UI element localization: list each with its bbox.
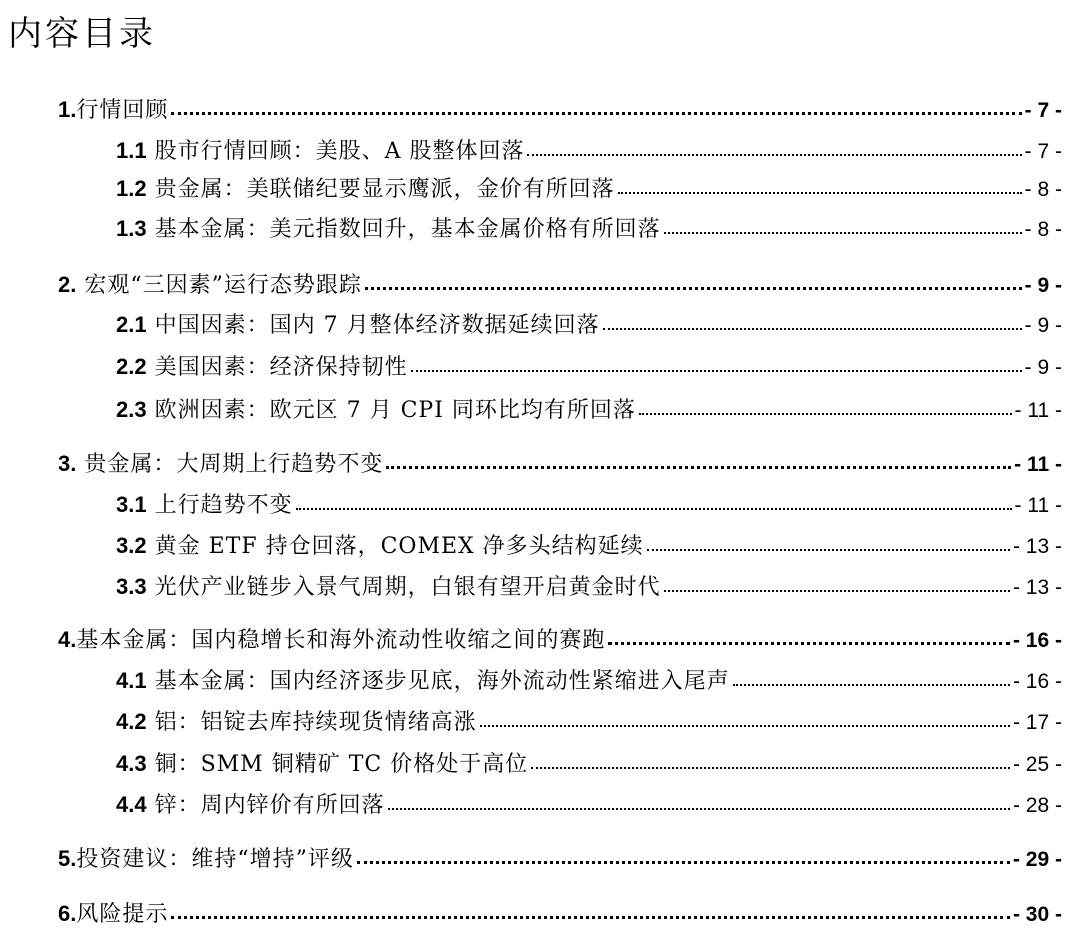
toc-entry-number: 1.1 — [116, 138, 147, 163]
dot-leader — [639, 413, 1012, 415]
toc-page-number: - 16 - — [1012, 629, 1062, 652]
dot-leader — [296, 508, 1012, 510]
toc-entry-label — [58, 897, 168, 932]
toc-page-number: - 8 - — [1024, 218, 1062, 241]
toc-entry-text: 宏观“三因素”运行态势跟踪 — [76, 273, 362, 298]
toc-page-number: - 13 - — [1012, 576, 1062, 599]
toc-entry-label — [58, 93, 168, 128]
toc-entry-text: 基本金属：美元指数回升，基本金属价格有所回落 — [146, 217, 661, 242]
toc-entry-number: 2.1 — [116, 312, 147, 337]
toc-entry-text: 中国因素：国内 7 月整体经济数据延续回落 — [146, 313, 600, 338]
toc-page-number: - 16 - — [1012, 670, 1062, 693]
toc-entry-1-1[interactable] — [116, 134, 1062, 168]
toc-entry-label — [116, 488, 293, 523]
toc-entry-number: 4.3 — [116, 751, 147, 776]
toc-page-number: - 13 - — [1012, 535, 1062, 558]
toc-entry-number: 4.1 — [116, 668, 147, 693]
toc-entry-label — [116, 788, 385, 823]
toc-entry-2-1[interactable] — [116, 308, 1062, 342]
toc-entry-1-2[interactable] — [116, 172, 1062, 206]
toc-entry-text: 股市行情回顾：美股、A 股整体回落 — [146, 139, 525, 164]
toc-page-number: - 8 - — [1024, 178, 1062, 201]
dot-leader — [388, 808, 1010, 810]
toc-entry-label — [116, 393, 636, 428]
toc-page-number: - 28 - — [1012, 794, 1062, 817]
toc-entry-3-3[interactable] — [116, 570, 1062, 604]
toc-entry-number: 3.3 — [116, 574, 147, 599]
toc-entry-label — [116, 529, 644, 564]
toc-entry-number: 5. — [58, 846, 77, 871]
toc-entry-text: 基本金属：国内稳增长和海外流动性收缩之间的赛跑 — [76, 628, 606, 653]
toc-page-number: - 7 - — [1024, 99, 1062, 122]
dot-leader — [171, 112, 1021, 115]
toc-entry-4-4[interactable] — [116, 788, 1062, 822]
toc-entry-2[interactable] — [58, 268, 1062, 302]
toc-entry-1-3[interactable] — [116, 212, 1062, 246]
toc-entry-text: 锌：周内锌价有所回落 — [146, 793, 385, 818]
toc-entry-label — [116, 570, 661, 605]
toc-entry-2-2[interactable] — [116, 350, 1062, 384]
dot-leader — [171, 916, 1010, 919]
toc-entry-number: 2.2 — [116, 354, 147, 379]
toc-entry-label — [58, 623, 605, 658]
toc-page-number: - 17 - — [1012, 711, 1062, 734]
toc-entry-label — [58, 842, 354, 877]
toc-page-number: - 11 - — [1014, 399, 1062, 422]
toc-entry-6[interactable] — [58, 897, 1062, 931]
toc-entry-label — [116, 705, 477, 740]
toc-entry-text: 贵金属：美联储纪要显示鹰派，金价有所回落 — [146, 177, 615, 202]
toc-entry-text: 黄金 ETF 持仓回落，COMEX 净多头结构延续 — [146, 534, 644, 559]
toc-entry-label — [58, 268, 362, 303]
toc-entry-number: 1. — [58, 97, 77, 122]
toc-entry-5[interactable] — [58, 842, 1062, 876]
toc-page-number: - 7 - — [1024, 140, 1062, 163]
toc-entry-text: 欧洲因素：欧元区 7 月 CPI 同环比均有所回落 — [146, 398, 636, 423]
toc-page-number: - 9 - — [1024, 356, 1062, 379]
toc-entry-label — [116, 212, 661, 247]
toc-entry-number: 1.3 — [116, 216, 147, 241]
page-title: 内容目录 — [8, 14, 156, 54]
toc-entry-number: 2.3 — [116, 397, 147, 422]
toc-entry-4-3[interactable] — [116, 747, 1062, 781]
toc-entry-number: 2. — [58, 272, 77, 297]
toc-entry-4-1[interactable] — [116, 664, 1062, 698]
toc-entry-text: 贵金属：大周期上行趋势不变 — [76, 452, 384, 477]
toc-entry-label — [116, 664, 730, 699]
toc-page-number: - 9 - — [1024, 314, 1062, 337]
toc-entry-label — [116, 308, 600, 343]
dot-leader — [618, 192, 1022, 194]
toc-entry-number: 4.2 — [116, 709, 147, 734]
toc-entry-label — [116, 747, 528, 782]
dot-leader — [531, 767, 1010, 769]
dot-leader — [480, 725, 1010, 727]
dot-leader — [647, 549, 1010, 551]
toc-entry-text: 美国因素：经济保持韧性 — [146, 355, 408, 380]
dot-leader — [603, 328, 1022, 330]
toc-page-number: - 29 - — [1012, 848, 1062, 871]
toc-entry-number: 3. — [58, 451, 77, 476]
toc-page-number: - 30 - — [1012, 903, 1062, 926]
toc-entry-text: 行情回顾 — [76, 98, 169, 123]
toc-entry-label — [116, 350, 408, 385]
dot-leader — [608, 642, 1010, 645]
toc-entry-text: 铜：SMM 铜精矿 TC 价格处于高位 — [146, 752, 529, 777]
toc-entry-4[interactable] — [58, 623, 1062, 657]
toc-entry-3-1[interactable] — [116, 488, 1062, 522]
toc-entry-text: 投资建议：维持“增持”评级 — [76, 847, 354, 872]
toc-entry-label — [116, 172, 615, 207]
toc-entry-4-2[interactable] — [116, 705, 1062, 739]
toc-entry-number: 3.2 — [116, 533, 147, 558]
toc-page-number: - 25 - — [1012, 753, 1062, 776]
toc-entry-number: 1.2 — [116, 176, 147, 201]
toc-page-number: - 11 - — [1014, 453, 1062, 476]
toc-page-number: - 9 - — [1024, 274, 1062, 297]
dot-leader — [411, 370, 1022, 372]
toc-entry-number: 6. — [58, 901, 77, 926]
dot-leader — [365, 287, 1022, 290]
dot-leader — [664, 590, 1010, 592]
toc-entry-1[interactable] — [58, 93, 1062, 127]
toc-entry-label — [58, 447, 383, 482]
dot-leader — [386, 466, 1011, 469]
dot-leader — [357, 861, 1010, 864]
toc-entry-text: 铝：铝锭去库持续现货情绪高涨 — [146, 710, 477, 735]
toc-entry-3-2[interactable] — [116, 529, 1062, 563]
toc-entry-label — [116, 134, 524, 169]
toc-entry-number: 4.4 — [116, 792, 147, 817]
toc-entry-3[interactable] — [58, 447, 1062, 481]
toc-entry-text: 光伏产业链步入景气周期，白银有望开启黄金时代 — [146, 575, 661, 600]
toc-entry-text: 上行趋势不变 — [146, 493, 293, 518]
dot-leader — [527, 154, 1021, 156]
toc-page-number: - 11 - — [1014, 494, 1062, 517]
toc-entry-text: 风险提示 — [76, 902, 169, 927]
dot-leader — [733, 684, 1010, 686]
toc-entry-number: 4. — [58, 627, 77, 652]
dot-leader — [664, 232, 1022, 234]
toc-entry-text: 基本金属：国内经济逐步见底，海外流动性紧缩进入尾声 — [146, 669, 730, 694]
toc-entry-number: 3.1 — [116, 492, 147, 517]
toc-entry-2-3[interactable] — [116, 393, 1062, 427]
